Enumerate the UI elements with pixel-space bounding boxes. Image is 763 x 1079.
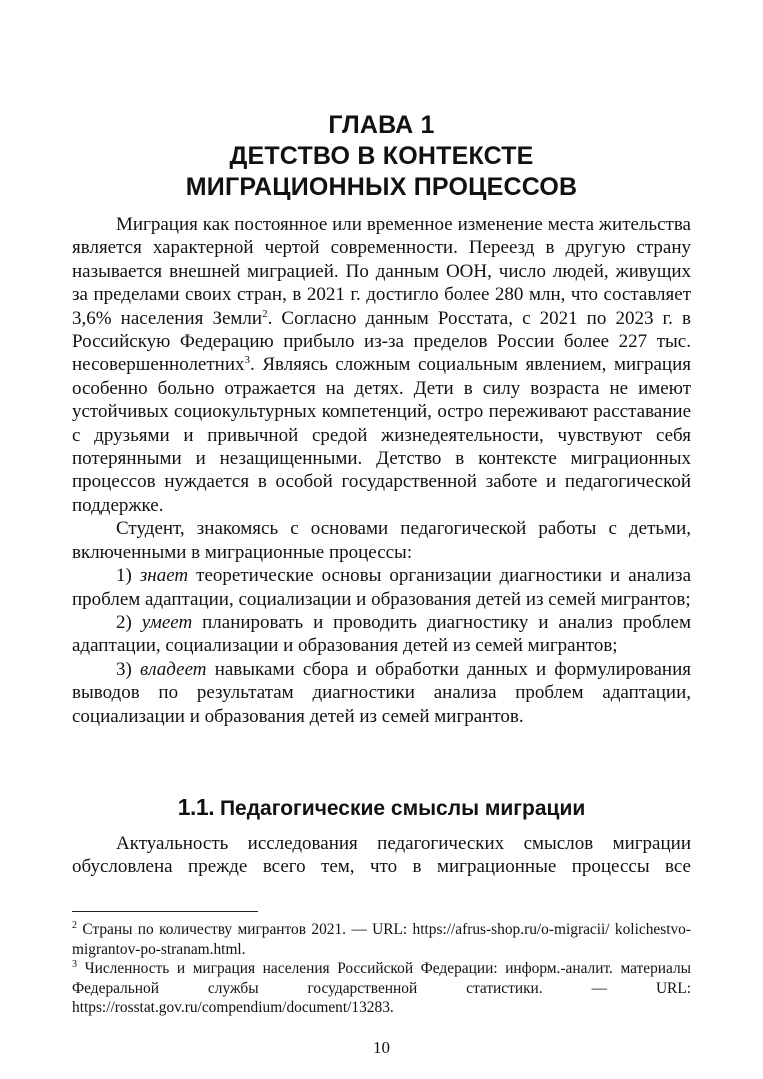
item-keyword: знает: [139, 565, 189, 587]
paragraph: Студент, знакомясь с основами педагогической работы с детьми, включенными в миграционные процессы:: [72, 518, 691, 563]
competency-item: [72, 658, 691, 728]
section-body-text: [72, 832, 691, 879]
footnote: [72, 920, 691, 959]
item-keyword: умеет: [141, 611, 193, 633]
footnote-ref-3: 3: [244, 354, 251, 367]
text-run: . Являясь сложным социальным явлением, миграция особенно больно отражается на детях. Дети в силу возраста не имеют устойчивых социокультурных компетенций, остро переживают расставание с друзьями и привычной средой жизнедеятельности, чувствуют себя потерянными и незащищенными. Детство в контексте миграционных процессов нуждается в особой государственной заботе и педагогической поддержке.: [72, 354, 691, 516]
section-title: Педагогические смыслы миграции: [219, 797, 586, 820]
footnote-mark: 2: [72, 920, 77, 931]
chapter-title-line-1: ДЕТСТВО В КОНТЕКСТЕ: [229, 142, 534, 170]
paragraph: Актуальность исследования педагогических смыслов миграции обусловлена прежде всего тем, что в миграционные процессы все: [72, 833, 691, 878]
competency-item: [72, 564, 691, 611]
section-heading: [72, 794, 691, 822]
section-number: 1.1.: [177, 794, 215, 820]
chapter-heading: [72, 110, 691, 203]
footnote: [72, 959, 691, 1018]
footnote-mark: 3: [72, 959, 77, 970]
footnote-ref-2: 2: [262, 307, 268, 320]
item-keyword: владеет: [140, 658, 207, 680]
item-text: навыками сбора и обработки данных и формулирования выводов по результатам диагностики анализа проблем адаптации, социализации и образования детей из семей мигрантов.: [72, 658, 691, 727]
page-number: 10: [373, 1038, 390, 1057]
chapter-number: ГЛАВА 1: [328, 111, 435, 139]
item-text: теоретические основы организации диагностики и анализа проблем адаптации, социализации и образования детей из семей мигрантов;: [72, 565, 691, 610]
text-run: Миграция как постоянное или временное изменение места жительства является характерной чертой современности. Переезд в другую страну называется внешней миграцией. По данным ООН, число людей, живущих за пределами своих стран, в 2021 г. достигло более 280 млн, что составляет 3,6% населения Земли: [72, 214, 691, 329]
item-number: 2): [116, 611, 142, 633]
paragraph: [72, 213, 691, 517]
chapter-title-line-2: МИГРАЦИОННЫХ ПРОЦЕССОВ: [185, 173, 578, 201]
item-number: 3): [116, 658, 141, 680]
competency-item: [72, 611, 691, 658]
chapter-intro-text: [72, 213, 691, 728]
item-text: планировать и проводить диагностику и анализ проблем адаптации, социализации и образования детей из семей мигрантов;: [72, 611, 692, 657]
footnote-divider: [72, 911, 258, 912]
text-run: . Согласно данным Росстата, с 2021 по 2023 г. в Российскую Федерацию прибыло из-за пределов России более 227 тыс. несовершеннолетних: [72, 307, 692, 376]
item-number: 1): [116, 565, 140, 587]
footnotes: [72, 920, 691, 1018]
footnote-text: Численность и миграция населения Российской Федерации: информ.-аналит. материалы Федеральной службы государственной статистики. — URL: https://rosstat.gov.ru/compendium/document/13283.: [72, 960, 691, 1016]
footnote-text: Страны по количеству мигрантов 2021. — URL: https://afrus-shop.ru/o-migracii/ kolichestvo-migrantov-po-stranam.html.: [72, 921, 691, 958]
